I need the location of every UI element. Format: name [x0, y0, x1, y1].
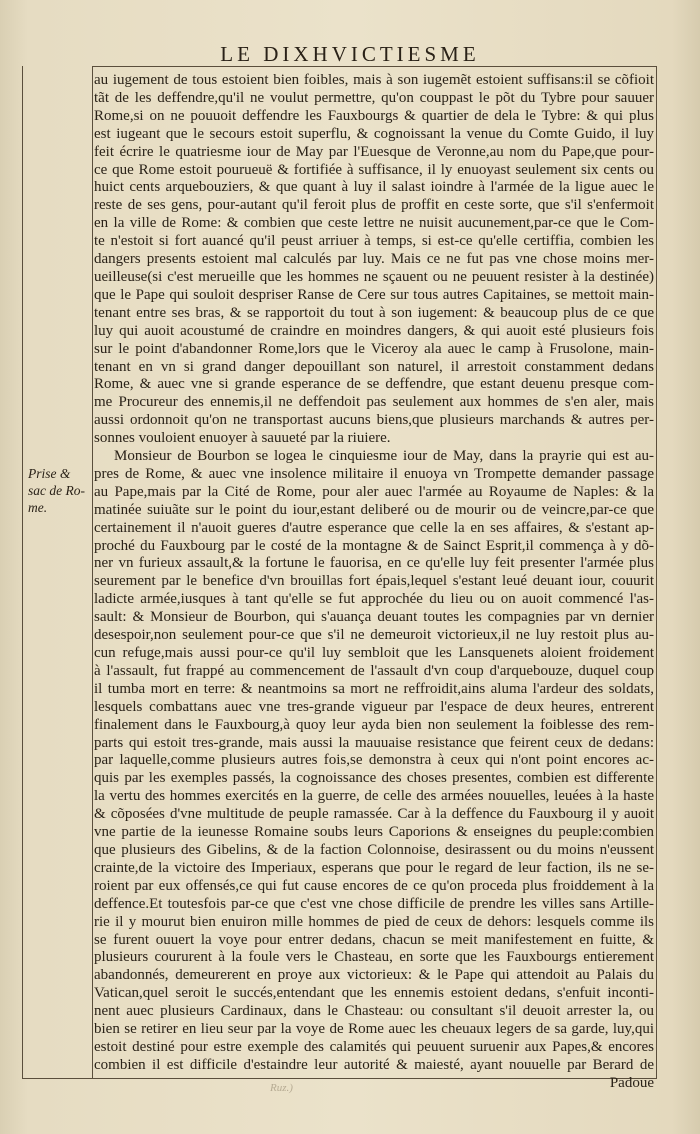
text-line: tenant entre ses bras, & se rapportoit du tout à son iugement: & beaucoup plus de ce que — [94, 304, 654, 321]
margin-note-line: Prise & — [28, 466, 71, 481]
text-line: certainement il n'auoit gueres d'autre esperance que celle la en ses affaires, & s'estant ap- — [94, 519, 654, 536]
text-line: tenant en vn si grand danger depouillant son naturel, il arrestoit constamment dedans — [94, 358, 654, 375]
text-line: proché du Fauxbourg par le costé de la montagne & de Sainct Esprit,il commença à y dõ- — [94, 537, 654, 554]
text-line: tãt de les deffendre,qu'il ne voulut permettre, qu'on couppast le põt du Tybre pour sauuer — [94, 89, 654, 106]
text-line: il tumba mort en terre: & neantmoins sa mort ne reffroidit,ains aluma l'ardeur des soldats, — [94, 680, 654, 697]
text-line: roient par eux offensés,ce qui fut cause encores de ce qu'on proceda plus froiddement à la — [94, 877, 654, 894]
text-line: luy qui auoit acoustumé de craindre en moindres dangers, & qui auoit esté plusieurs fois — [94, 322, 654, 339]
text-line: seurement par le benefice d'vn brouillas fort épais,lequel s'estant leué deuant iour, couurit — [94, 573, 654, 590]
text-line: Rome, & auec vne si grande esperance de se deffendre, que estant deuenu presque com- — [94, 376, 654, 393]
text-line: dangers presents estoient mal calculés par luy. Mais ce ne fut pas vne chose moins mer- — [94, 251, 654, 268]
text-line: ueilleuse(si c'est merueille que les hommes ne sçauent ou ne peuuent resister à la destinée) — [94, 268, 654, 285]
text-line: Vatican,quel seroit le succés,entendant que les ennemis estoient dedans, s'enfuit inconti- — [94, 985, 654, 1002]
text-line: nent auec plusieurs Cardinaux, dans le Chasteau: ou consultant s'il deuoit arrester la, ou — [94, 1003, 654, 1020]
text-line: Padoue — [609, 1074, 654, 1091]
text-line: quis par les exemples passés, la cognoissance des choses presentes, combien est differente — [94, 770, 654, 787]
text-line: bien se retirer en lieu seur par la voye de Rome auec les cheuaux legers de sa garde, luy,qui — [94, 1021, 654, 1038]
text-line: plusieurs coururent à la foule vers le Chasteau, en sorte que les Fauxbourgs entierement — [94, 949, 654, 966]
text-line: abandonnés, demeurerent en proye aux victorieux: & le Pape qui attendoit au Palais du — [94, 967, 654, 984]
text-line: huict cents arquebouziers, & que quant à luy il salast ioindre à l'armée de la ligue auec le — [94, 179, 654, 196]
right-border — [656, 66, 657, 1078]
text-line: combien il est difficile d'estaindre leur autorité & maiesté, ayant nouuelle par Berard de — [94, 1056, 654, 1073]
text-line: matinée suiuãte sur le point du iour,estant deliberé ou de mourir ou de veincre,par-ce que — [94, 501, 654, 518]
text-line: sault: & Monsieur de Bourbon, qui s'auança deuant toutes les compagnies par vn dernier — [94, 609, 654, 626]
text-line: la vertu des hommes exercités en la guerre, de celle des armées nouuelles, leuées à la haste — [94, 788, 654, 805]
text-line: estoit destiné pour estre exemple des calamités qui peuuent suruenir aux Papes,& encores — [94, 1038, 654, 1055]
text-line: Monsieur de Bourbon se logea le cinquiesme iour de May, dans la prayrie qui est au- — [114, 448, 654, 465]
page-header: LE DIXHVICTIESME — [220, 42, 480, 66]
body-text — [94, 72, 654, 1093]
text-line: se furent ouuert la voye pour entrer dedans, chacun se meit manifestement en fuitte, & — [94, 931, 654, 948]
faint-pencil-mark: Ruz.) — [270, 1082, 293, 1094]
text-line: est iugeant que le secours estoit superflu, & cognoissant la venue du Comte Guido, il luy — [94, 125, 654, 142]
text-line: cun refuge,mais aussi pour-ce qu'il luy sembloit que les Lansquenets aloient froidement — [94, 645, 654, 661]
text-line: à l'assault, fut frappé au commencement de l'assault d'vn coup d'arquebouze, duquel coup — [94, 662, 654, 679]
text-line: parts qui estoit tres-grande, mais aussi la mauuaise resistance que feirent ceux de dedans: — [94, 734, 654, 751]
margin-note — [28, 465, 90, 516]
text-line: au Pape,mais par la Cité de Rome, pour aler auec l'armée au Royaume de Naples: & la — [94, 483, 654, 500]
text-line: ner vn furieux assault,& la fortune le fauorisa, en ce qu'elle luy feit presenter l'armée plus — [94, 555, 654, 572]
margin-note-line: sac de Ro- — [28, 483, 85, 498]
text-line: au iugement de tous estoient bien foibles, mais à son iugemẽt estoient suffisans:il se cõfioit — [94, 72, 654, 88]
text-line: Rome,si on ne pouuoit deffendre les Fauxbourgs & quartier de dela le Tybre: & qui plus — [94, 107, 654, 124]
text-line: crainte,de la victoire des Imperiaux, esperans que pour le regard de leur faction, ils ne se- — [94, 859, 654, 876]
text-line: reste de ses gens, pour-autant qu'il feroit plus de proffit en ceste sorte, que s'il s'enfermoit — [94, 197, 654, 214]
text-line: lesquels combattans auec vne tres-grande vigueur par l'espace de deux heures, entrerent — [94, 698, 654, 715]
text-line: sonnes vouloient enuoyer à sauueté par la riuiere. — [94, 430, 391, 447]
margin-note-line: me. — [28, 500, 48, 515]
text-line: & cõposées d'vne multitude de peuple ramassée. Car à la deffence du Fauxbourg il y auoit — [94, 806, 654, 823]
text-line: rie il y mourut bien enuiron mille hommes de pied de ceux de dehors: lesquels comme ils — [94, 913, 654, 930]
text-line: ce que Rome estoit pourueuë & fortifiée à suffisance, il ly enuoyast seulement six cents ou — [94, 161, 654, 178]
text-line: en la ville de Rome: & combien que ceste lettre ne nuisit aucunement,par-ce que le Com- — [94, 215, 654, 232]
header-rule — [92, 66, 656, 67]
text-line: finalement dans le Fauxbourg,à quoy leur ayda bien non seulement la foiblesse des rem- — [94, 716, 654, 733]
text-line: sur le point d'abandonner Rome,lors que le Viceroy ala auec le camp à Frusolone, main- — [94, 340, 654, 357]
text-line: pres de Rome, & auec vne insolence militaire il enuoya vn Trompette demander passage — [94, 465, 654, 482]
text-line: me Procureur des ennemis,il ne deffendoit pas seulement aux hommes de s'en aler, mais — [94, 394, 654, 411]
text-line: deffence.Et toutesfois par-ce que c'est vne chose difficile de prendre les villes sans Artille- — [94, 895, 654, 912]
left-border-outer — [22, 66, 23, 1078]
text-line: que plusieurs des Gibelins, & de la faction Colonnoise, desirassent ou du moins n'eussent — [94, 841, 654, 858]
left-border-inner — [92, 66, 93, 1078]
text-line: te n'estoit si fort auancé qu'il peust arriuer à temps, si est-ce qu'elle certiffia, combien les — [94, 233, 654, 250]
text-line: par laquelle,comme plusieurs autres fois,se demonstra à ceux qui n'ont point encores ac- — [94, 752, 654, 769]
text-line: ladicte armée,iusques à tant qu'elle se fut approchée du lieu ou on auoit commencé l'as- — [94, 591, 654, 608]
text-line: aussi ordonnoit qu'on ne transportast aucuns biens,que plusieurs marchands & autres per- — [94, 412, 654, 429]
text-line: desespoir,non seulement pour-ce que s'il ne demeuroit victorieux,il ne luy restoit plus au- — [94, 627, 654, 644]
text-line: feit écrire le quatriesme iour de May par l'Euesque de Veronne,au nom du Pape,que pour- — [94, 143, 654, 160]
text-line: que le Pape qui souloit despriser Ranse de Cere sur tous autres Capitaines, se mettoit main- — [94, 286, 654, 303]
text-line: vne partie de la ieunesse Romaine soubs leurs Caporions & enseignes du peuple:combien — [94, 824, 654, 841]
